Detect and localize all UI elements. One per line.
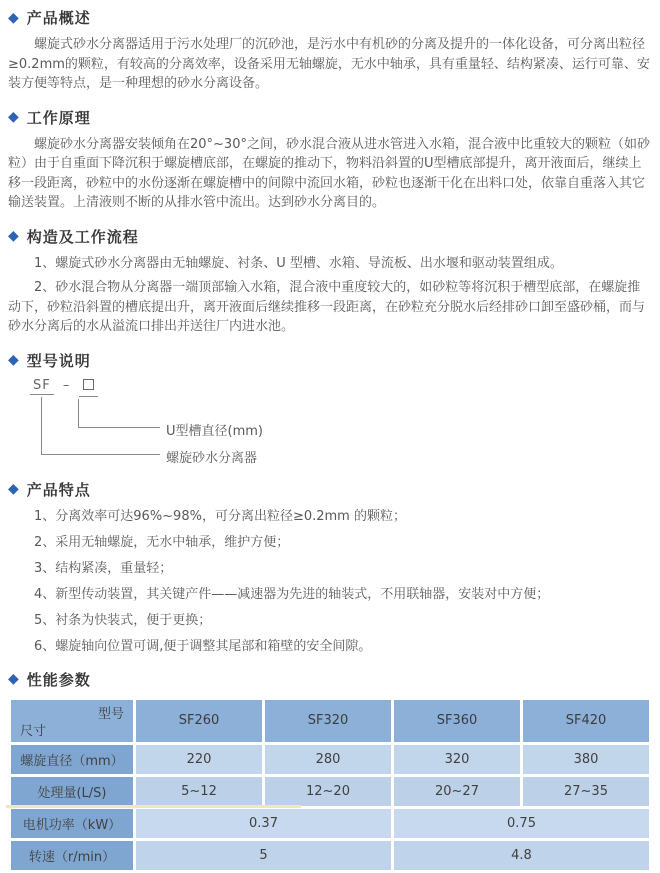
callout-line-horizontal-box (78, 427, 160, 428)
model-code-diagram (30, 378, 652, 466)
section-heading-model (8, 350, 652, 371)
value-cell: 5~12 (136, 777, 262, 806)
model-dash: – (62, 377, 70, 393)
feature-item: 6、螺旋轴向位置可调,便于调整其尾部和箱壁的安全间隙。 (34, 638, 372, 654)
section-heading-features (8, 479, 652, 500)
section-principle (8, 107, 652, 213)
section-title: 构造及工作流程 (26, 227, 139, 246)
structure-item: 2、砂水混合物从分离器一端顶部输入水箱，混合液中重度较大的，如砂粒等将沉积于槽型底部，在螺旋推动下，砂粒沿斜置的槽底提出升，离开液面后继续推移一段距离，在砂粒充分脱水后经排砂口卸至盛砂桶，而与砂水分离后的水从溢流口排出并送往厂内进水池。 (8, 280, 646, 334)
feature-item: 5、衬条为快装式，便于更换； (34, 612, 212, 628)
table-row (11, 745, 649, 774)
diamond-bullet-icon: ◆ (8, 671, 20, 687)
table-row (11, 809, 649, 838)
value-cell: 220 (136, 745, 262, 774)
structure-item: 1、螺旋式砂水分离器由无轴螺旋、衬条、U 型槽、水箱、导流板、出水堰和驱动装置组成。 (34, 255, 563, 271)
table-header-row (11, 700, 649, 742)
model-box-label: U型槽直径(mm) (166, 423, 263, 439)
model-column-header: SF360 (394, 700, 520, 742)
row-label-cell: 转速（r/min） (11, 841, 133, 870)
model-box-wrap (79, 378, 98, 397)
model-column-header: SF260 (136, 700, 262, 742)
diamond-bullet-icon: ◆ (8, 9, 20, 26)
overview-paragraph: 螺旋式砂水分离器适用于污水处理厂的沉砂池，是污水中有机砂的分离及提升的一体化设备，可分离出粒径≥0.2mm的颗粒，有较高的分离效率，设备采用无轴螺旋，无水中轴承，具有重量轻、结构紧凑、运行可靠、安装方便等特点，是一种理想的砂水分离设备。 (8, 37, 650, 91)
value-cell: 27~35 (523, 777, 649, 806)
model-column-header: SF320 (265, 700, 391, 742)
section-model (8, 350, 652, 466)
value-cell: 280 (265, 745, 391, 774)
section-title: 产品概述 (26, 9, 91, 27)
callout-line-vertical-box (78, 399, 79, 427)
section-title: 工作原理 (26, 108, 91, 127)
value-cell: 4.8 (394, 841, 649, 870)
table-row (11, 841, 649, 870)
value-cell: 20~27 (394, 777, 520, 806)
callout-line-vertical-prefix (41, 397, 42, 454)
section-heading-overview (8, 7, 652, 28)
value-cell: 0.37 (136, 809, 391, 838)
diamond-bullet-icon: ◆ (8, 109, 20, 125)
features-list (8, 507, 652, 656)
feature-item: 1、分离效率可达96%~98%，可分离出粒径≥0.2mm 的颗粒； (34, 508, 406, 524)
diamond-bullet-icon: ◆ (8, 228, 20, 244)
section-heading-structure (8, 226, 652, 247)
feature-item: 4、新型传动装置，其关键产件——减速器为先进的轴装式，不用联轴器，安装对中方便； (34, 586, 550, 602)
diamond-bullet-icon: ◆ (8, 481, 20, 497)
corner-label-model: 型号 (97, 706, 124, 722)
callout-line-horizontal-prefix (41, 454, 160, 455)
value-cell: 380 (523, 745, 649, 774)
section-features (8, 479, 652, 656)
section-structure (8, 226, 652, 337)
table-corner-cell (11, 700, 133, 742)
row-label-cell: 螺旋直径（mm） (11, 745, 133, 774)
corner-label-size: 尺寸 (20, 723, 47, 739)
value-cell: 320 (394, 745, 520, 774)
row-label-cell: 电机功率（kW） (11, 809, 133, 838)
section-performance (8, 669, 652, 873)
section-heading-principle (8, 107, 652, 128)
value-cell: 0.75 (394, 809, 649, 838)
diamond-bullet-icon: ◆ (8, 352, 20, 368)
section-heading-performance (8, 669, 652, 690)
model-placeholder-box-icon (83, 379, 94, 390)
model-prefix: SF (30, 378, 54, 395)
structure-list (8, 254, 652, 337)
section-overview (8, 7, 652, 94)
model-prefix-label: 螺旋砂水分离器 (166, 450, 258, 466)
row-label-cell: 处理量(L/S) (11, 777, 133, 806)
value-cell: 12~20 (265, 777, 391, 806)
section-title: 型号说明 (26, 351, 91, 370)
section-title: 产品特点 (26, 480, 91, 499)
principle-paragraph: 螺旋砂水分离器安装倾角在20°~30°之间，砂水混合液从进水管进入水箱，混合液中比重较大的颗粒（如砂粒）由于自重面下降沉积于螺旋槽底部，在螺旋的推动下，物料沿斜置的U型槽底部提升，离开液面后，继续上移一段距离，砂粒中的水份逐渐在螺旋槽中的间隙中流回水箱，砂粒也逐渐干化在出料口处，依靠自重落入其它输送装置。上清液则不断的从排水管中流出。达到砂水分离目的。 (8, 136, 650, 210)
table-row (11, 777, 649, 806)
value-cell: 5 (136, 841, 391, 870)
feature-item: 3、结构紧凑，重量轻； (34, 560, 173, 576)
model-column-header: SF420 (523, 700, 649, 742)
model-code (30, 378, 98, 397)
performance-table (8, 697, 652, 873)
feature-item: 2、采用无轴螺旋，无水中轴承，维护方便； (34, 534, 290, 550)
section-title: 性能参数 (26, 670, 91, 689)
